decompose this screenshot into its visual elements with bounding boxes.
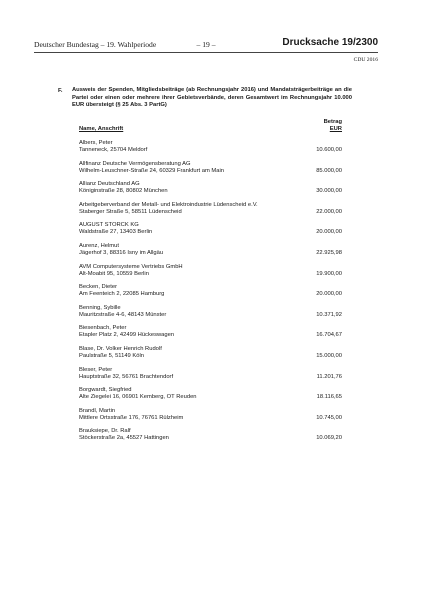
donation-amount: 10.745,00 — [316, 414, 342, 421]
document-number: Drucksache 19/2300 — [282, 37, 378, 48]
table-row — [79, 243, 342, 264]
donor-list — [79, 140, 342, 449]
name-column-header: Name, Anschrift — [79, 126, 124, 132]
donor-address: Paulstraße 5, 51149 Köln — [79, 352, 144, 359]
table-row — [79, 325, 342, 346]
donation-amount: 10.069,20 — [316, 435, 342, 442]
donation-amount: 20.000,00 — [316, 229, 342, 236]
donor-name: Blase, Dr. Volker Henrich Rudolf — [79, 345, 162, 352]
donor-address: Alt-Moabit 95, 10559 Berlin — [79, 270, 149, 277]
donation-amount: 20.000,00 — [316, 291, 342, 298]
donor-name: Benning, Sybille — [79, 304, 121, 311]
donation-amount: 22.925,98 — [316, 249, 342, 256]
section-letter: F. — [58, 88, 63, 94]
donation-amount: 10.371,92 — [316, 311, 342, 318]
table-row — [79, 161, 342, 182]
header-rule — [34, 52, 378, 53]
donation-amount: 10.600,00 — [316, 147, 342, 153]
donation-amount: 22.000,00 — [316, 208, 342, 215]
donor-name: Brandl, Martin — [79, 407, 116, 414]
amount-column-label: Betrag — [323, 119, 342, 125]
donation-amount: 15.000,00 — [316, 352, 342, 359]
donor-address: Jägerhof 3, 88316 Isny im Allgäu — [79, 249, 164, 256]
amount-column-unit: EUR — [329, 126, 342, 132]
donor-name: AUGUST STORCK KG — [79, 222, 139, 229]
table-row — [79, 346, 342, 367]
donor-address: Etapler Platz 2, 42499 Hückeswagen — [79, 332, 175, 339]
page-header — [34, 38, 378, 50]
donor-name: Brauksiepe, Dr. Ralf — [79, 428, 131, 435]
donor-name: Aurenz, Helmut — [79, 242, 119, 249]
table-row — [79, 181, 342, 202]
donation-amount: 11.201,76 — [316, 373, 342, 380]
donor-address: Am Feenteich 2, 22085 Hamburg — [79, 291, 165, 298]
section-heading: Ausweis der Spenden, Mitgliedsbeiträge (ab Rechnungsjahr 2016) und Mandatsträgerbeiträge an die Partei oder einen oder mehrere ihrer Gebietsverbände, deren Gesamtwert im Rechnungsjahr 10.000 EUR übersteigt (§ 25 Abs. 3 PartG) — [72, 87, 352, 109]
table-row — [79, 367, 342, 388]
table-row — [79, 305, 342, 326]
donor-address: Alte Ziegelei 16, 06901 Kemberg, OT Reuden — [79, 394, 197, 401]
amount-column-header — [324, 119, 342, 133]
table-row — [79, 428, 342, 449]
donation-amount: 85.000,00 — [316, 167, 342, 174]
donor-address: Königinstraße 28, 80802 München — [79, 188, 168, 195]
table-row — [79, 284, 342, 305]
donation-amount: 18.116,65 — [316, 394, 342, 401]
table-row — [79, 140, 342, 161]
donor-name: Becken, Dieter — [79, 284, 118, 291]
table-row — [79, 264, 342, 285]
donor-address: Mittlere Ortsstraße 176, 76761 Rülzheim — [79, 414, 184, 421]
party-label: CDU 2016 — [353, 57, 378, 63]
page-number: – 19 – — [196, 40, 216, 49]
donor-address: Mauritzstraße 4-6, 48143 Münster — [79, 311, 167, 318]
donor-address: Hauptstraße 32, 56761 Brachtendorf — [79, 373, 174, 380]
donor-name: AVM Computersysteme Vertriebs GmbH — [79, 263, 183, 270]
donor-name: Allfinanz Deutsche Vermögensberatung AG — [79, 160, 191, 167]
table-row — [79, 408, 342, 429]
donor-name: Borgwardt, Siegfried — [79, 387, 132, 394]
donation-amount: 16.704,67 — [316, 332, 342, 339]
donor-address: Tanneneck, 25704 Meldorf — [79, 147, 148, 153]
donor-name: Bleser, Peter — [79, 366, 113, 373]
donor-name: Arbeitgeberverband der Metall- und Elektroindustrie Lüdenscheid e.V. — [79, 201, 258, 208]
publication-title: Deutscher Bundestag – 19. Wahlperiode — [34, 40, 157, 49]
table-row — [79, 222, 342, 243]
donor-name: Albers, Peter — [79, 140, 113, 146]
donor-address: Wilhelm-Leuschner-Straße 24, 60329 Frankfurt am Main — [79, 167, 224, 174]
donor-name: Biesenbach, Peter — [79, 325, 127, 332]
donor-address: Stöckerstraße 2a, 45527 Hattingen — [79, 435, 169, 442]
donor-name: Allianz Deutschland AG — [79, 181, 140, 188]
donation-amount: 30.000,00 — [316, 188, 342, 195]
table-row — [79, 387, 342, 408]
donor-address: Waldstraße 27, 13403 Berlin — [79, 229, 153, 236]
donor-address: Staberger Straße 5, 58511 Lüdenscheid — [79, 208, 182, 215]
table-row — [79, 202, 342, 223]
donation-amount: 19.900,00 — [316, 270, 342, 277]
